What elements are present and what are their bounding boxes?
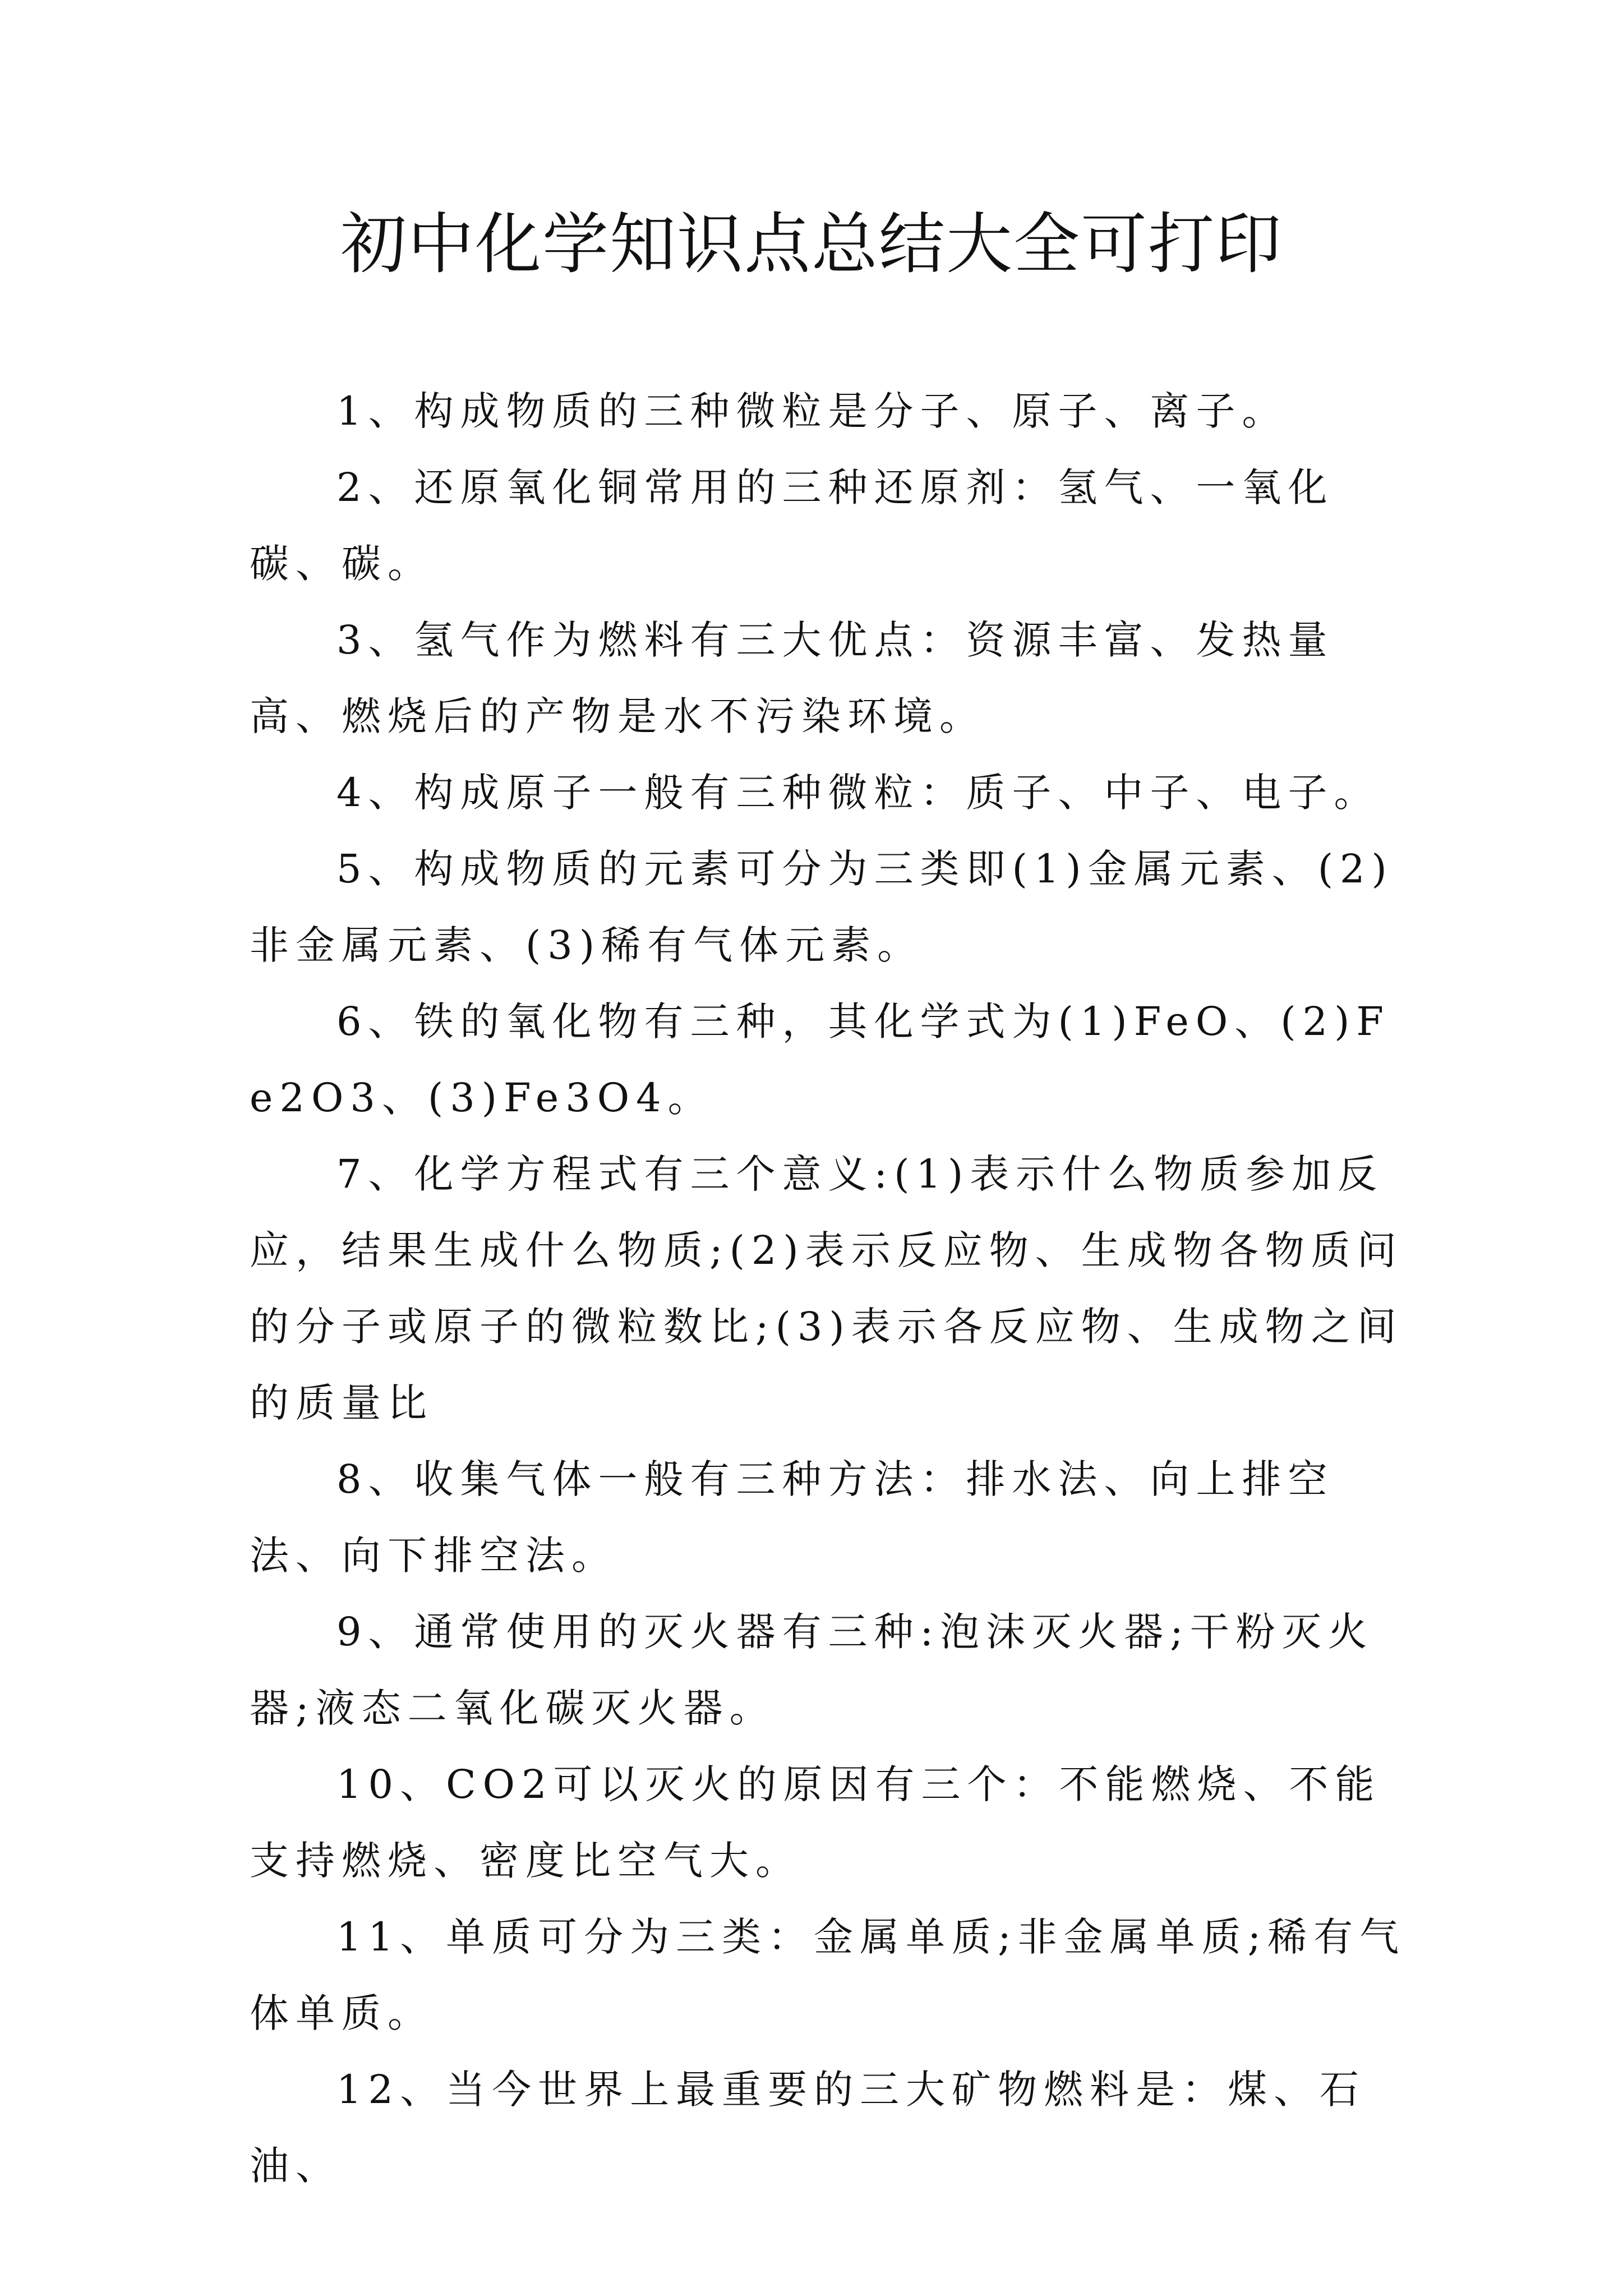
paragraph-2: 2、还原氧化铜常用的三种还原剂：氢气、一氧化碳、碳。 — [250, 464, 1334, 587]
page-title: 初中化学知识点总结大全可打印 — [340, 205, 1283, 283]
paragraph-4: 4、构成原子一般有三种微粒：质子、中子、电子。 — [336, 770, 1380, 816]
paragraph-10: 10、CO2可以灭火的原因有三个：不能燃烧、不能支持燃烧、密度比空气大。 — [250, 1761, 1381, 1884]
paragraph-6: 6、铁的氧化物有三种，其化学式为(1)FeO、(2)Fe2O3、(3)Fe3O4。 — [250, 999, 1390, 1121]
document-body — [250, 373, 1408, 2204]
paragraph-5: 5、构成物质的元素可分为三类即(1)金属元素、(2)非金属元素、(3)稀有气体元素。 — [250, 846, 1394, 968]
paragraph-1: 1、构成物质的三种微粒是分子、原子、离子。 — [336, 388, 1288, 434]
paragraph-9: 9、通常使用的灭火器有三种:泡沫灭火器;干粉灭火器;液态二氧化碳灭火器。 — [250, 1609, 1374, 1731]
paragraph-8: 8、收集气体一般有三种方法：排水法、向上排空法、向下排空法。 — [250, 1456, 1334, 1579]
paragraph-11: 11、单质可分为三类：金属单质;非金属单质;稀有气体单质。 — [250, 1914, 1406, 2036]
paragraph-12: 12、当今世界上最重要的三大矿物燃料是：煤、石油、 — [250, 2067, 1366, 2189]
paragraph-3: 3、氢气作为燃料有三大优点：资源丰富、发热量高、燃烧后的产物是水不污染环境。 — [250, 617, 1334, 739]
paragraph-7: 7、化学方程式有三个意义:(1)表示什么物质参加反应，结果生成什么物质;(2)表示反应物、生成物各物质问的分子或原子的微粒数比;(3)表示各反应物、生成物之间的质量比 — [250, 1151, 1403, 1426]
